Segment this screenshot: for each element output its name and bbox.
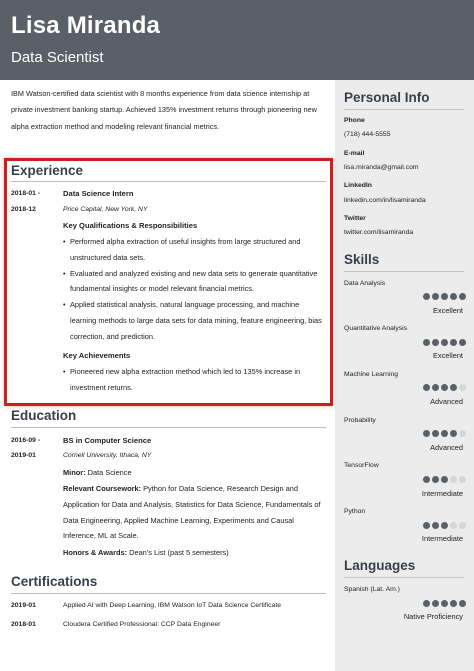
experience-heading: Experience <box>11 163 84 178</box>
education-date-start: 2016-09 - <box>11 437 41 444</box>
skill-level: Intermediate <box>421 534 463 543</box>
language-level: Native Proficiency <box>403 612 463 621</box>
list-item: • Evaluated and analyzed existing and new data sets to generate quantitative fundamental insights or model relevant financial metrics. <box>63 266 325 298</box>
rating-dot-filled <box>423 600 430 607</box>
candidate-title: Data Scientist <box>11 49 104 66</box>
school-name: Cornell University, Ithaca, NY <box>63 452 152 459</box>
rating-dot-empty <box>459 476 466 483</box>
rating-dot-filled <box>450 339 457 346</box>
rating-dot-empty <box>459 522 466 529</box>
experience-divider <box>11 181 326 182</box>
rating-dot-filled <box>459 339 466 346</box>
rating-dot-filled <box>441 384 448 391</box>
experience-date-end: 2018-12 <box>11 206 36 213</box>
skill-name: TensorFlow <box>344 462 379 469</box>
rating-dot-filled <box>423 293 430 300</box>
skill-rating <box>423 476 466 483</box>
rating-dot-filled <box>441 339 448 346</box>
languages-divider <box>344 577 464 578</box>
certifications-divider <box>11 593 326 594</box>
skill-name: Probability <box>344 417 376 424</box>
resume-header <box>0 0 474 80</box>
qualifications-heading: Key Qualifications & Responsibilities <box>63 221 198 230</box>
rating-dot-filled <box>441 600 448 607</box>
skill-rating <box>423 339 466 346</box>
skill-name: Data Analysis <box>344 280 386 287</box>
rating-dot-filled <box>432 600 439 607</box>
certification-name: Applied AI with Deep Learning, IBM Watson IoT Data Science Certificate <box>63 602 281 609</box>
skills-heading: Skills <box>344 252 380 267</box>
rating-dot-empty <box>459 430 466 437</box>
experience-date-start: 2018-01 - <box>11 190 41 197</box>
skill-rating <box>423 430 466 437</box>
honors-value: Dean's List (past 5 semesters) <box>129 548 229 557</box>
skill-name: Machine Learning <box>344 371 399 378</box>
personal-info-divider <box>344 109 464 110</box>
phone-label: Phone <box>344 117 365 124</box>
list-item: • Performed alpha extraction of useful insights from large structured and unstructured data sets. <box>63 234 325 266</box>
skill-rating <box>423 522 466 529</box>
achievements-heading: Key Achievements <box>63 351 131 360</box>
skill-name: Python <box>344 508 366 515</box>
rating-dot-filled <box>441 522 448 529</box>
rating-dot-filled <box>459 293 466 300</box>
skill-level: Advanced <box>430 397 463 406</box>
education-date-end: 2019-01 <box>11 452 36 459</box>
twitter-label: Twitter <box>344 215 366 222</box>
linkedin-link[interactable]: linkedin.com/in/lisamiranda <box>344 197 426 204</box>
achievements-list <box>63 364 325 396</box>
coursework-label: Relevant Coursework: <box>63 484 142 493</box>
rating-dot-filled <box>441 430 448 437</box>
rating-dot-filled <box>432 430 439 437</box>
rating-dot-empty <box>450 522 457 529</box>
education-divider <box>11 427 326 428</box>
rating-dot-filled <box>450 293 457 300</box>
rating-dot-filled <box>423 384 430 391</box>
responsibilities-list <box>63 234 325 345</box>
rating-dot-filled <box>423 476 430 483</box>
minor-value: Data Science <box>87 468 132 477</box>
rating-dot-filled <box>432 384 439 391</box>
rating-dot-filled <box>450 600 457 607</box>
list-item: • Pioneered new alpha extraction method which led to 135% increase in investment returns. <box>63 364 325 396</box>
personal-info-heading: Personal Info <box>344 90 430 105</box>
email-label: E-mail <box>344 150 365 157</box>
rating-dot-filled <box>432 293 439 300</box>
skill-rating <box>423 293 466 300</box>
honors-line <box>63 545 323 561</box>
rating-dot-filled <box>450 384 457 391</box>
phone-value: (718) 444-5555 <box>344 131 391 138</box>
skill-level: Advanced <box>430 443 463 452</box>
rating-dot-filled <box>450 430 457 437</box>
rating-dot-filled <box>441 293 448 300</box>
twitter-link[interactable]: twitter.com/lisamiranda <box>344 229 414 236</box>
language-rating <box>423 600 466 607</box>
skill-level: Excellent <box>433 306 463 315</box>
job-title: Data Science Intern <box>63 189 134 198</box>
certification-name: Cloudera Certified Professional: CCP Data Engineer <box>63 621 221 628</box>
rating-dot-filled <box>423 522 430 529</box>
language-name: Spanish (Lat. Am.) <box>344 586 400 593</box>
rating-dot-filled <box>423 339 430 346</box>
profile-summary: IBM Watson-certified data scientist with 8 months experience from data science internship at private investment banking startup. Achieved 135% investment returns through pioneering new alpha extraction method and modeling relevant financial metrics. <box>11 89 317 131</box>
rating-dot-filled <box>459 600 466 607</box>
rating-dot-filled <box>423 430 430 437</box>
certification-date: 2018-01 <box>11 621 36 628</box>
rating-dot-filled <box>432 522 439 529</box>
minor-label: Minor: <box>63 468 86 477</box>
linkedin-label: LinkedIn <box>344 182 372 189</box>
rating-dot-filled <box>432 339 439 346</box>
education-heading: Education <box>11 408 77 423</box>
email-link[interactable]: lisa.miranda@gmail.com <box>344 164 419 171</box>
list-item: • Applied statistical analysis, natural language processing, and machine learning methods to large data sets for data mining, feature engineering, bias correction, and prediction. <box>63 297 325 344</box>
skill-level: Intermediate <box>421 489 463 498</box>
candidate-name: Lisa Miranda <box>11 12 161 39</box>
company-name: Price Capital, New York, NY <box>63 206 148 213</box>
skills-divider <box>344 271 464 272</box>
minor-line <box>63 465 323 481</box>
rating-dot-filled <box>432 476 439 483</box>
skill-rating <box>423 384 466 391</box>
coursework-line <box>63 481 323 544</box>
rating-dot-filled <box>441 476 448 483</box>
rating-dot-empty <box>459 384 466 391</box>
skill-name: Quantitative Analysis <box>344 325 408 332</box>
certification-date: 2019-01 <box>11 602 36 609</box>
honors-label: Honors & Awards: <box>63 548 128 557</box>
skill-level: Excellent <box>433 351 463 360</box>
degree-title: BS in Computer Science <box>63 436 152 445</box>
certifications-heading: Certifications <box>11 574 98 589</box>
coursework-value: Python for Data Science, Research Design and Application for Data and Analysis, Statistics for Data Science, Fundamentals of Data Engineering, Applied Machine Learning, Experiments and Causal Inference, ML at Scale. <box>63 484 321 541</box>
rating-dot-empty <box>450 476 457 483</box>
languages-heading: Languages <box>344 558 416 573</box>
